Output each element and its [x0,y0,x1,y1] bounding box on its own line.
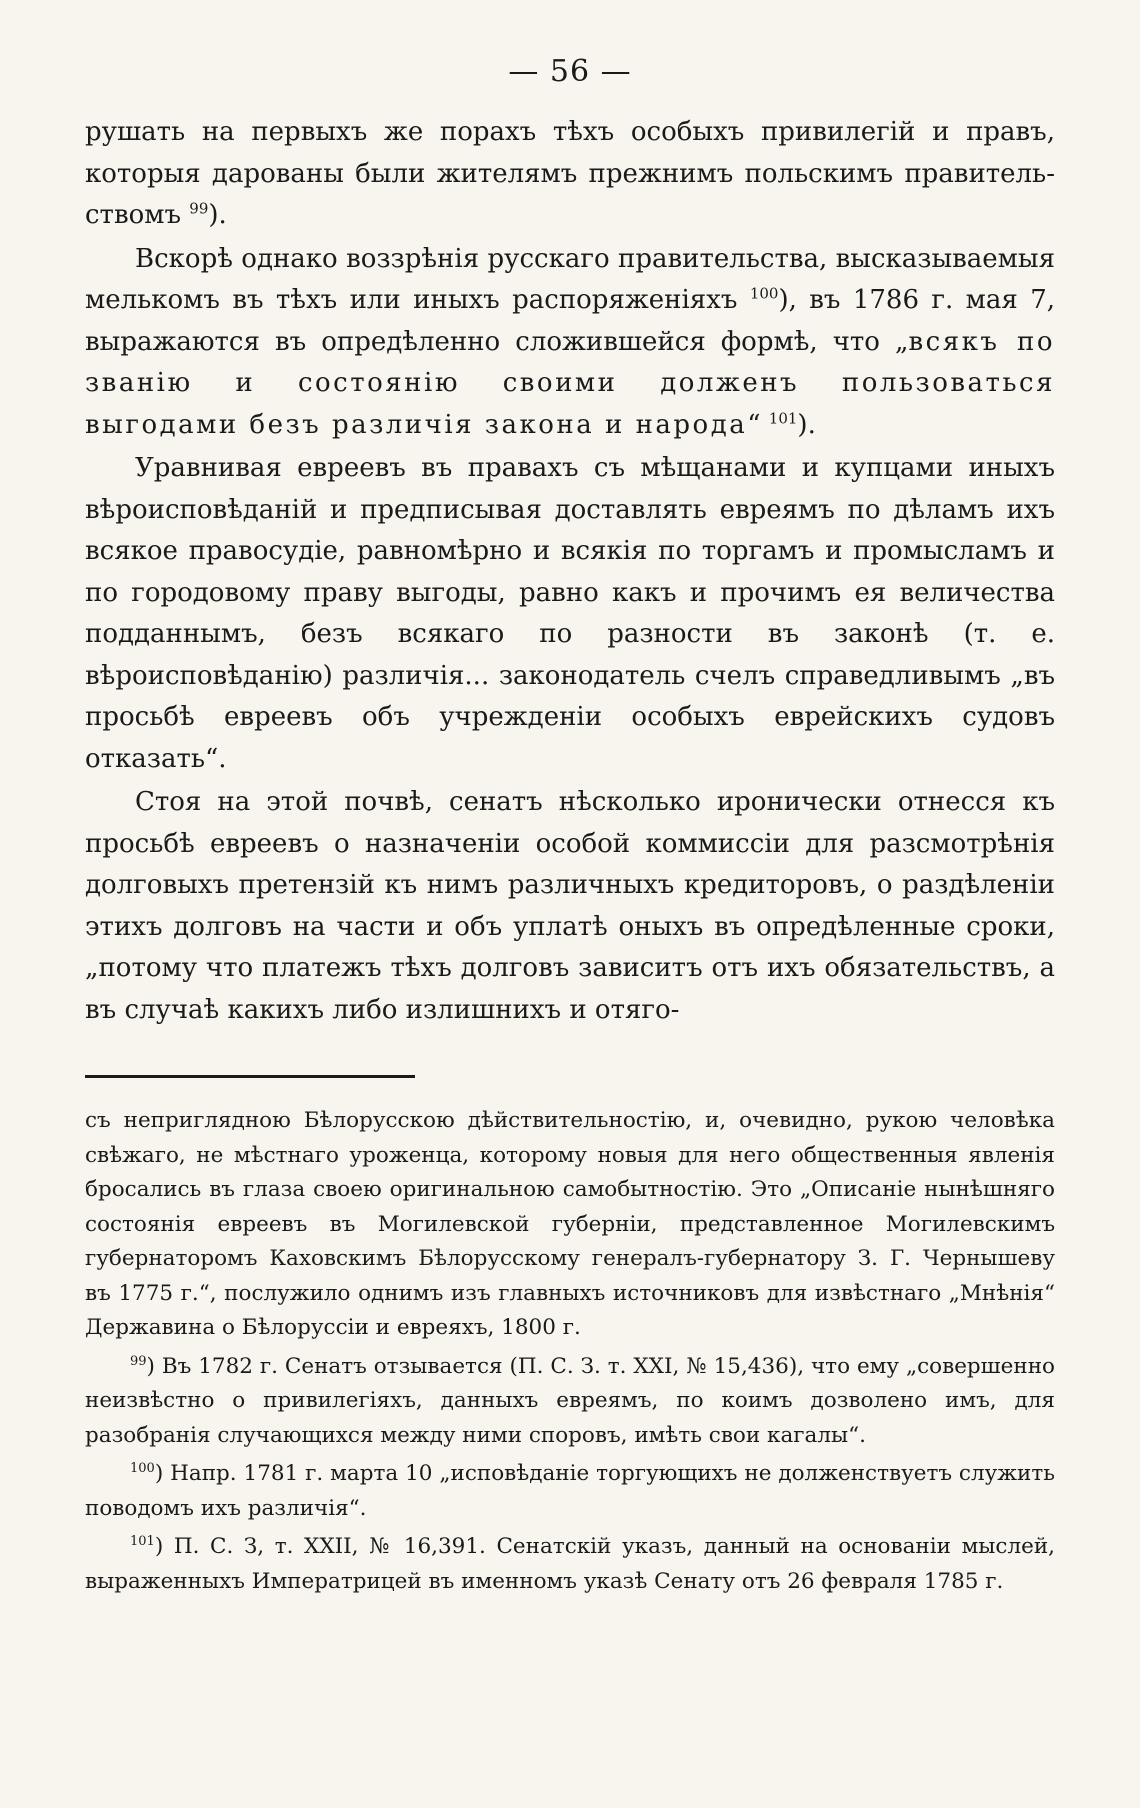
paragraph-3: Уравнивая евреевъ въ правахъ съ мѣщанами и купцами иныхъ вѣроисповѣданій и предписывая доставлять евреямъ по дѣламъ ихъ всякое правосудіе, равномѣрно и всякія по торгамъ и промысламъ и по городовому праву выгоды, равно какъ и прочимъ ея величества подданнымъ, безъ всякаго по разности въ законѣ (т. е. вѣроисповѣданію) различія... законодатель счелъ справедливымъ „въ просьбѣ евреевъ объ учрежденіи особыхъ еврейскихъ судовъ отказать“. [85,453,1055,774]
paragraph-1-line-2: которыя дарованы были жителямъ прежнимъ польскимъ правитель- [85,158,1055,189]
footnotes [85,1104,1055,1599]
page-number: — 56 — [508,54,632,89]
paragraph-2-quote: всякъ по званію и состоянію своими долженъ пользоваться выгодами безъ различія закона и народа [85,326,1056,440]
footnote-99 [85,1350,1055,1454]
paragraph-1-line-3: ствомъ [85,200,182,230]
footnote-100-text: ) Напр. 1781 г. марта 10 „исповѣданіе торгующихъ не долженствуетъ служить поводомъ ихъ различія“. [85,1461,1055,1521]
footnote-99-marker: 99 [130,1353,147,1369]
footnote-ref-99: 99 [189,199,209,218]
footnote-101-text: ) П. С. З, т. XXII, № 16,391. Сенатскій указъ, данный на основаніи мыслей, выраженныхъ Императрицей въ именномъ указѣ Сенату отъ 26 февраля 1785 г. [85,1534,1055,1594]
footnote-ref-101: 101 [768,408,798,427]
page [85,52,1055,1599]
footnote-101-marker: 101 [130,1533,155,1549]
main-text [85,112,1055,1031]
footnote-101 [85,1530,1055,1599]
paragraph-2-text-c: “ [747,409,761,440]
footnote-divider [85,1075,415,1078]
paragraph-1-line-1: рушать на первыхъ же порахъ тѣхъ особыхъ привилегій и правъ, [85,117,1055,147]
paragraph-4: Стоя на этой почвѣ, сенатъ нѣсколько иронически отнесся къ просьбѣ евреевъ о назначеніи особой коммиссіи для разсмотрѣнія долговыхъ претензій къ нимъ различныхъ кредиторовъ, о раздѣленіи этихъ долговъ на части и объ уплатѣ оныхъ въ опредѣленные сроки, „потому что платежъ тѣхъ долговъ зависитъ отъ ихъ обязательствъ, а въ случаѣ какихъ либо излишнихъ и отяго- [85,787,1055,1025]
footnote-100 [85,1457,1055,1526]
paragraph-2-text-b: ), въ 1786 г. мая 7, выражаются въ опредѣленно сложившейся формѣ, что „ [85,285,1056,357]
paragraph-2-text-a: Вскорѣ однако воззрѣнія русскаго правительства, высказываемыя мелькомъ въ тѣхъ или иныхъ распоряженіяхъ [85,243,1055,315]
footnote-100-marker: 100 [130,1460,155,1476]
footnote-continuation: съ неприглядною Бѣлорусскою дѣйствительностію, и, очевидно, рукою человѣка свѣжаго, не мѣстнаго уроженца, которому новыя для него общественныя явленія бросались въ глаза своею оригинальною самобытностію. Это „Описаніе нынѣшняго состоянія евреевъ въ Могилевской губерніи, представленное Могилевскимъ губернаторомъ Каховскимъ Бѣлорусскому генералъ-губернатору З. Г. Чернышеву въ 1775 г.“, послужило однимъ изъ главныхъ источниковъ для извѣстнаго „Мнѣнія“ Державина о Бѣлоруссіи и евреяхъ, 1800 г. [85,1108,1055,1340]
paragraph-1-end: ). [208,200,227,230]
paragraph-2-end: ). [797,409,816,440]
footnote-ref-100: 100 [749,284,779,303]
paragraph-2 [85,239,1055,447]
footnote-99-text: ) Въ 1782 г. Сенатъ отзывается (П. С. З. т. XXI, № 15,436), что ему „совершенно неизвѣстно о привилегіяхъ, данныхъ евреямъ, по коимъ дозволено имъ, для разобранія случающихся между ними споровъ, имѣть свои кагалы“. [85,1353,1055,1448]
paragraph-1 [85,112,1055,237]
